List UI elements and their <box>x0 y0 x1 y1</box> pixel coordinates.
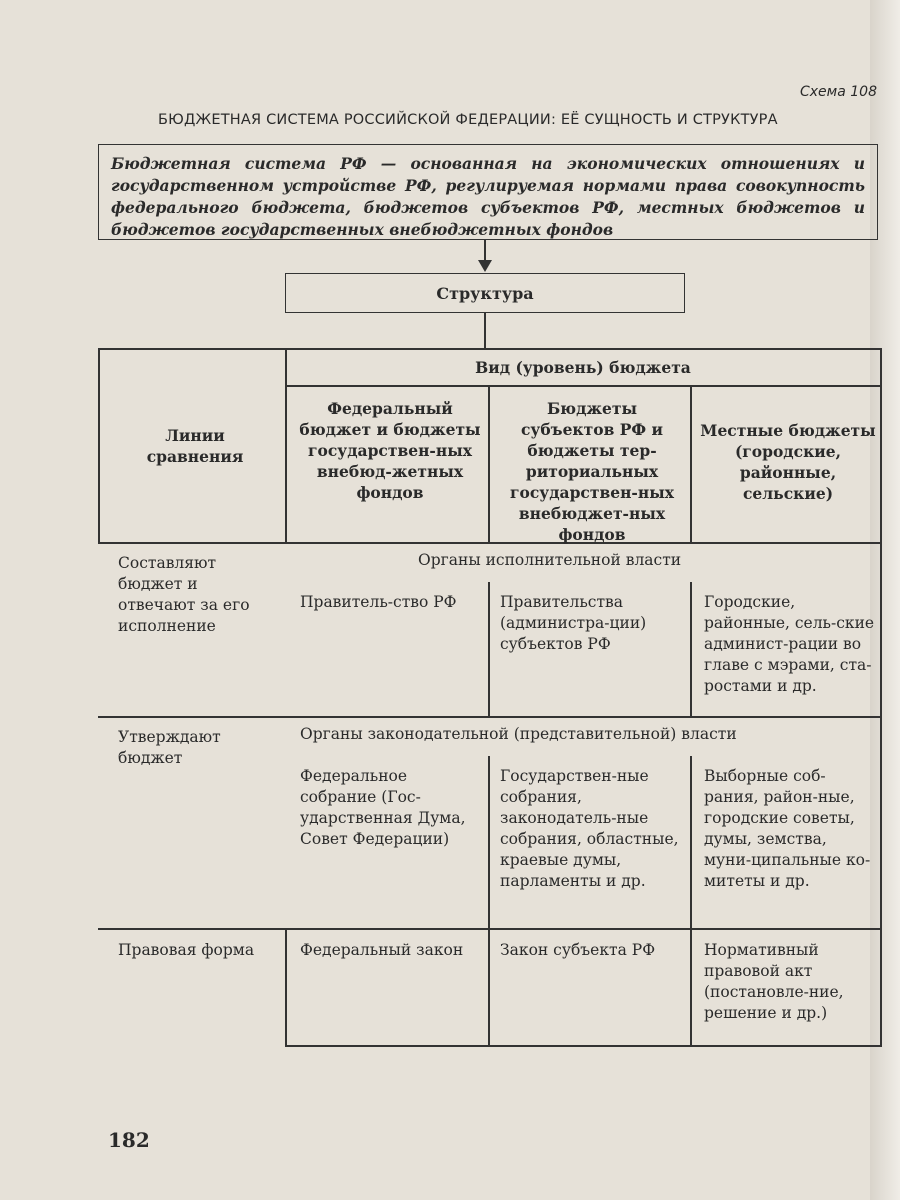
page-number: 182 <box>108 1128 150 1152</box>
structure-box: Структура <box>285 273 685 313</box>
table-line <box>98 542 882 544</box>
group-header: Вид (уровень) бюджета <box>475 358 691 377</box>
arrow-down-icon <box>478 260 492 272</box>
cell-legal-local: Нормативный правовой акт (постановле-ние, решение и др.) <box>704 941 844 1022</box>
table-border-right <box>880 348 882 1045</box>
cell-executive-federal: Правитель-ство РФ <box>300 593 457 611</box>
cell-legal-federal: Федеральный закон <box>300 941 464 959</box>
column-header-federal: Федеральный бюджет и бюджеты государствен-ных внебюд-жетных фондов <box>299 399 481 502</box>
cell-executive-local: Городские, районные, сель-ские админист-рации во главе с мэрами, ста-ростами и др. <box>704 593 875 695</box>
table-line <box>285 385 882 387</box>
table-line <box>285 348 287 542</box>
row-label-legislative: Утверждают бюджет <box>118 728 221 767</box>
table-line <box>690 385 692 542</box>
row-span-legislative: Органы законодательной (представительной) власти <box>300 725 737 743</box>
table-line <box>690 928 692 1045</box>
row-span-executive: Органы исполнительной власти <box>418 551 682 569</box>
definition-term: Бюджетная система РФ <box>111 154 367 173</box>
table-line <box>98 716 882 718</box>
cell-legislative-regional: Государствен-ные собрания, законодатель-ные собрания, областные, краевые думы, парламенты и др. <box>500 767 679 890</box>
row-label-executive: Составляют бюджет и отвечают за его исполнение <box>118 554 250 635</box>
table-line <box>98 348 100 542</box>
cell-legislative-federal: Федеральное собрание (Гос-ударственная Дума, Совет Федерации) <box>300 767 466 848</box>
definition-text: — основанная на экономических отношениях и государственном устройстве РФ, регулируемая нормами права совокупность федерального бюджета, бюджетов субъектов РФ, местных бюджетов и бюджетов государственных внебюджетных фондов <box>111 154 865 239</box>
column-header-local: Местные бюджеты (городские, районные, сельские) <box>700 421 876 503</box>
cell-executive-regional: Правительства (администра-ции) субъектов РФ <box>500 593 647 653</box>
compare-header: Линии сравнения <box>146 426 244 466</box>
table-line <box>98 928 882 930</box>
structure-connector <box>484 313 486 349</box>
scheme-label: Схема 108 <box>800 84 877 100</box>
table-line <box>285 928 287 1045</box>
table-line <box>488 385 490 542</box>
page-title: БЮДЖЕТНАЯ СИСТЕМА РОССИЙСКОЙ ФЕДЕРАЦИИ: ЕЁ СУЩНОСТЬ И СТРУКТУРА <box>158 112 778 128</box>
table-border-top <box>98 348 882 350</box>
table-border-bottom <box>285 1045 882 1047</box>
column-header-regional: Бюджеты субъектов РФ и бюджеты тер-риториальных государствен-ных внебюджет-ных фондов <box>510 399 674 544</box>
table-line <box>690 756 692 928</box>
definition-box <box>98 144 878 240</box>
row-label-legal-form: Правовая форма <box>118 941 255 959</box>
table-line <box>690 582 692 716</box>
cell-legal-regional: Закон субъекта РФ <box>500 941 656 959</box>
cell-legislative-local: Выборные соб-рания, район-ные, городские советы, думы, земства, муни-ципальные ко-митеты и др. <box>704 767 871 890</box>
table-line <box>488 928 490 1045</box>
table-line <box>488 756 490 928</box>
arrow-line <box>484 240 486 262</box>
table-line <box>488 582 490 716</box>
